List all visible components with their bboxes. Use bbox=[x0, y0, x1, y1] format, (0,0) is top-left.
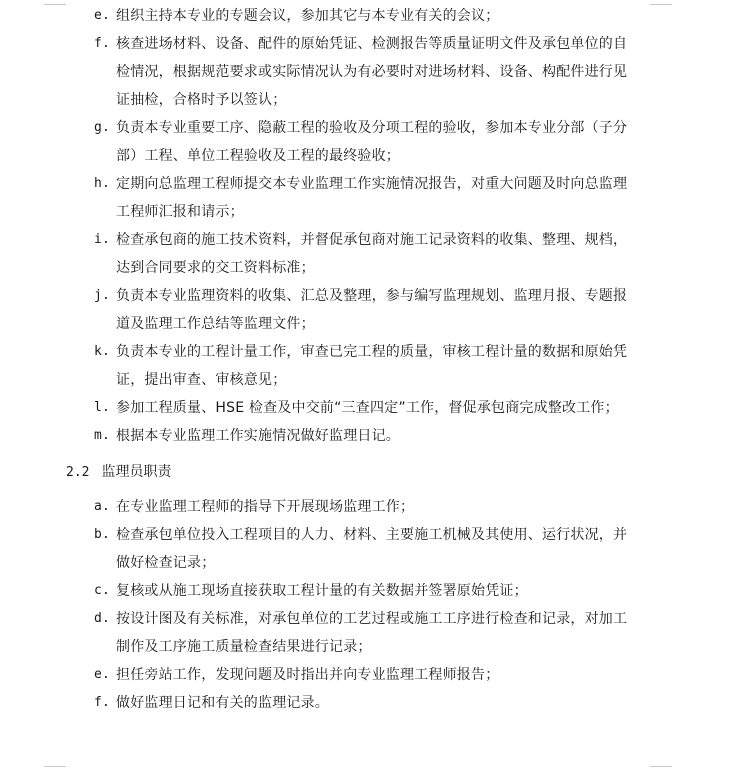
list-marker: k. bbox=[94, 344, 111, 359]
list-marker: l. bbox=[94, 400, 111, 415]
list-marker: f. bbox=[94, 36, 111, 51]
list-item-f2 bbox=[94, 689, 654, 717]
item-text-line: 制作及工序施工质量检查结果进行记录； bbox=[116, 639, 372, 655]
item-text-line: 根据本专业监理工作实施情况做好监理日记。 bbox=[116, 428, 400, 444]
list-marker: d. bbox=[94, 611, 111, 626]
item-text-line: 定期向总监理工程师提交本专业监理工作实施情况报告，对重大问题及时向总监理 bbox=[116, 176, 628, 192]
section-title: 监理员职责 bbox=[101, 464, 172, 480]
item-text-line: 检查承包商的施工技术资料，并督促承包商对施工记录资料的收集、整理、规档， bbox=[116, 232, 628, 248]
list-marker: b. bbox=[94, 527, 111, 542]
list-marker: f. bbox=[94, 695, 111, 710]
item-text-line: 按设计图及有关标准，对承包单位的工艺过程或施工工序进行检查和记录，对加工 bbox=[116, 611, 628, 627]
item-text-line: 道及监理工作总结等监理文件； bbox=[116, 316, 315, 332]
item-text-line: 检情况，根据规范要求或实际情况认为有必要时对进场材料、设备、构配件进行见 bbox=[116, 64, 628, 80]
list-item-a bbox=[94, 493, 654, 521]
list-item-m bbox=[94, 422, 654, 450]
section-heading bbox=[66, 458, 171, 487]
item-text-line: 工程师汇报和请示； bbox=[116, 204, 244, 220]
item-text-line: 证，提出审查、审核意见； bbox=[116, 372, 287, 388]
crop-mark-top-left bbox=[44, 4, 66, 5]
list-marker: g. bbox=[94, 120, 111, 135]
item-text-line: 检查承包单位投入工程项目的人力、材料、主要施工机械及其使用、运行状况，并 bbox=[116, 527, 628, 543]
item-text-line: 在专业监理工程师的指导下开展现场监理工作； bbox=[116, 499, 415, 515]
crop-mark-bottom-left bbox=[44, 766, 66, 767]
list-marker: e. bbox=[94, 667, 111, 682]
item-text-line: 负责本专业重要工序、隐蔽工程的验收及分项工程的验收，参加本专业分部（子分 bbox=[116, 120, 628, 136]
item-text-line: 核查进场材料、设备、配件的原始凭证、检测报告等质量证明文件及承包单位的自 bbox=[116, 36, 628, 52]
item-text-line: 负责本专业的工程计量工作，审查已完工程的质量，审核工程计量的数据和原始凭 bbox=[116, 344, 628, 360]
list-item-k bbox=[94, 338, 654, 394]
item-text-line: 做好监理日记和有关的监理记录。 bbox=[116, 695, 329, 711]
item-text-line: 参加工程质量、HSE 检查及中交前“三查四定”工作，督促承包商完成整改工作； bbox=[116, 400, 619, 416]
list-item-f bbox=[94, 30, 654, 114]
list-item-d bbox=[94, 605, 654, 661]
list-item-l bbox=[94, 394, 654, 422]
list-marker: c. bbox=[94, 583, 111, 598]
list-item-b bbox=[94, 521, 654, 577]
item-text-line: 复核或从施工现场直接获取工程计量的有关数据并签署原始凭证； bbox=[116, 583, 528, 599]
list-marker: h. bbox=[94, 176, 111, 191]
item-text-line: 做好检查记录； bbox=[116, 555, 216, 571]
list-item-i bbox=[94, 226, 654, 282]
list-marker: j. bbox=[94, 288, 111, 303]
item-text-line: 证抽检，合格时予以签认； bbox=[116, 92, 287, 108]
item-text-line: 达到合同要求的交工资料标准； bbox=[116, 260, 315, 276]
item-text-line: 负责本专业监理资料的收集、汇总及整理，参与编写监理规划、监理月报、专题报 bbox=[116, 288, 628, 304]
section-number: 2.2 bbox=[66, 465, 90, 480]
list-item-e2 bbox=[94, 661, 654, 689]
item-text-line: 组织主持本专业的专题会议，参加其它与本专业有关的会议； bbox=[116, 8, 500, 24]
list-marker: i. bbox=[94, 232, 111, 247]
crop-mark-bottom-right bbox=[650, 766, 672, 767]
item-text-line: 部）工程、单位工程验收及工程的最终验收； bbox=[116, 148, 400, 164]
list-item-h bbox=[94, 170, 654, 226]
list-item-g bbox=[94, 114, 654, 170]
list-marker: a. bbox=[94, 499, 111, 514]
list-item-j bbox=[94, 282, 654, 338]
list-marker: m. bbox=[94, 428, 111, 443]
list-item-e bbox=[94, 2, 654, 30]
list-item-c bbox=[94, 577, 654, 605]
item-text-line: 担任旁站工作，发现问题及时指出并向专业监理工程师报告； bbox=[116, 667, 500, 683]
list-marker: e. bbox=[94, 8, 111, 23]
